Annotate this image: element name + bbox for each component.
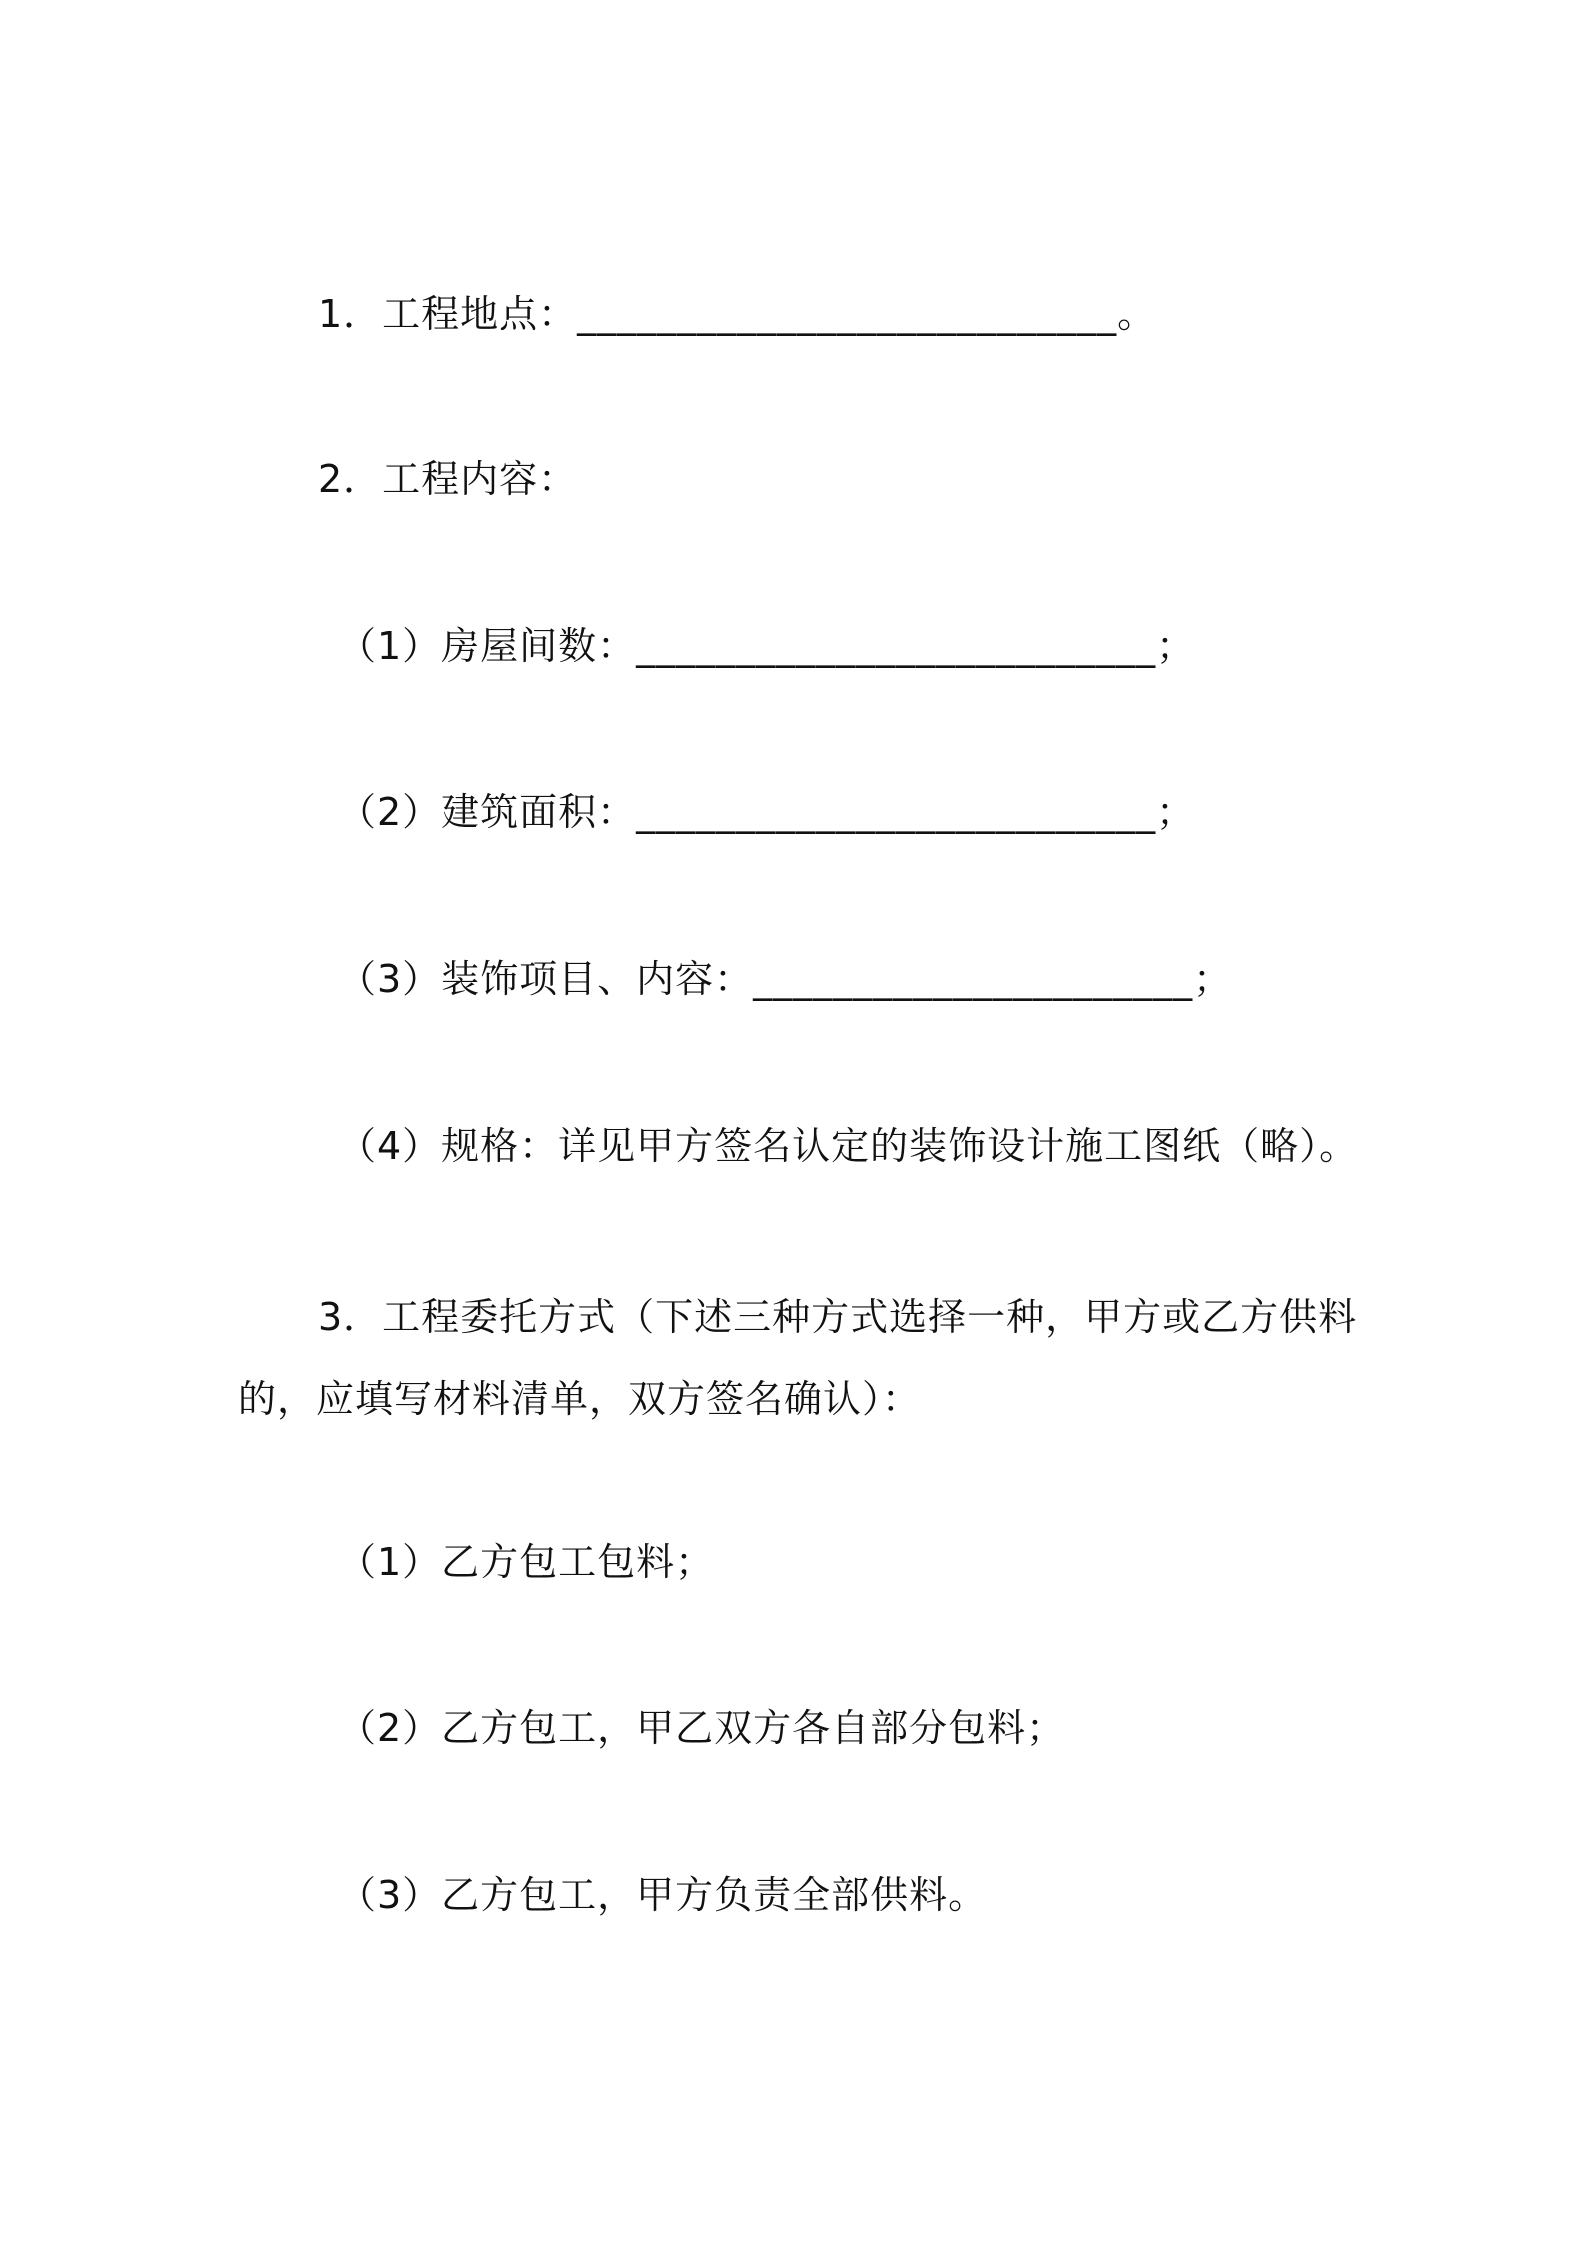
clause-specification: （4）规格：详见甲方签名认定的装饰设计施工图纸（略）。	[338, 1124, 1359, 1168]
option-contractor-labor-client-materials: （3）乙方包工，甲方负责全部供料。	[338, 1873, 988, 1917]
clause-building-area: （2）建筑面积：__________________________；	[338, 790, 1196, 834]
clause-room-count: （1）房屋间数：__________________________；	[338, 624, 1196, 668]
clause-project-location: 1．工程地点：___________________________。	[318, 292, 1157, 336]
option-contractor-labor-materials: （1）乙方包工包料；	[338, 1540, 715, 1584]
clause-commission-method: 3．工程委托方式（下述三种方式选择一种，甲方或乙方供料的，应填写材料清单，双方签名确认）：	[238, 1295, 1358, 1421]
clause-project-content: 2．工程内容：	[318, 457, 578, 501]
clause-decoration-items: （3）装饰项目、内容：______________________；	[338, 957, 1233, 1001]
option-contractor-labor-shared-materials: （2）乙方包工，甲乙双方各自部分包料；	[338, 1706, 1066, 1750]
